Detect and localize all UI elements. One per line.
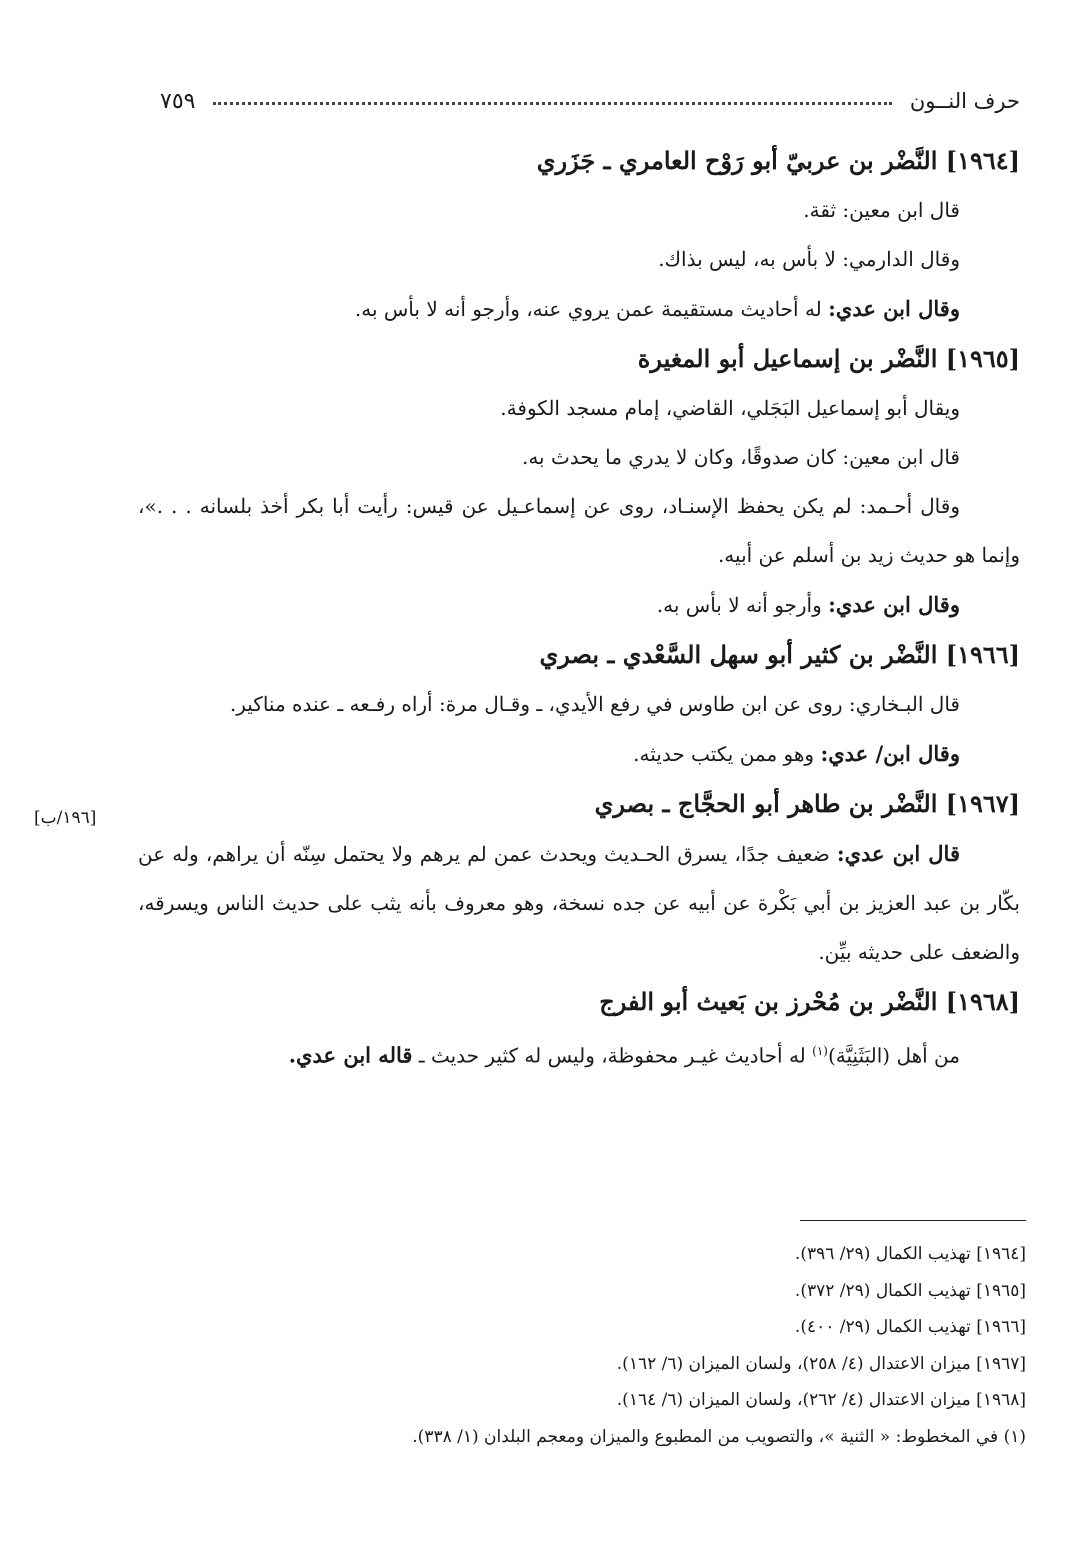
paragraph-text: قال ابن معين: كان صدوقًا، وكان لا يدري ما يحدث به. bbox=[521, 445, 960, 469]
entry-paragraph bbox=[138, 1027, 1020, 1081]
paragraph-lead: قاله ابن عدي. bbox=[288, 1042, 413, 1068]
footnote: [١٩٦٧] ميزان الاعتدال (٤/ ٢٥٨)، ولسان الميزان (٦/ ١٦٢). bbox=[616, 1353, 1026, 1374]
entry-title: [١٩٦٦] النَّضْر بن كثير أبو سهل السَّعْدي ـ بصري bbox=[539, 640, 1020, 669]
paragraph-text: وهو ممن يكتب حديثه. bbox=[633, 742, 821, 766]
entry-paragraph bbox=[138, 433, 1020, 482]
paragraph-lead: وقال ابن عدي: bbox=[828, 296, 960, 321]
entry-paragraph bbox=[138, 284, 1020, 334]
entry-title: [١٩٦٧] النَّضْر بن طاهر أبو الحجَّاج ـ بصري bbox=[594, 789, 1020, 818]
entry-paragraph bbox=[138, 482, 1020, 580]
entry-paragraph bbox=[138, 729, 1020, 779]
entry-title: [١٩٦٨] النَّضْر بن مُحْرز بن بَعيث أبو الفرج bbox=[599, 987, 1020, 1016]
entry-paragraph bbox=[138, 829, 1020, 977]
footnote: (١) في المخطوط: « الثنية »، والتصويب من المطبوع والميزان ومعجم البلدان (١/ ٣٣٨). bbox=[412, 1426, 1026, 1447]
paragraph-text: وقال أحـمد: لم يكن يحفظ الإسنـاد، روى عن إسماعـيل عن قيس: رأيت أبا بكر أخذ بلسانه . . .»، وإنما هو حديث زيد بن أسلم عن أبيه. bbox=[138, 494, 1020, 567]
paragraph-lead: قال ابن عدي: bbox=[836, 841, 960, 866]
running-header bbox=[160, 84, 1020, 118]
footnote: [١٩٦٨] ميزان الاعتدال (٤/ ٢٦٢)، ولسان الميزان (٦/ ١٦٤). bbox=[616, 1390, 1026, 1410]
entry-title: [١٩٦٤] النَّضْر بن عربيّ أبو رَوْح العامري ـ جَزَري bbox=[536, 146, 1020, 175]
paragraph-text: وأرجو أنه لا بأس به. bbox=[656, 593, 829, 617]
page-number: ٧٥٩ bbox=[160, 88, 196, 114]
footnote: [١٩٦٥] تهذيب الكمال (٢٩/ ٣٧٢). bbox=[794, 1280, 1026, 1301]
entry-paragraph bbox=[138, 186, 1020, 235]
main-text bbox=[138, 136, 1020, 1081]
footnotes bbox=[200, 1236, 1026, 1455]
paragraph-text: ضعيف جدًا، يسرق الحـديث ويحدث عمن لم يرهم ولا يحتمل سِنّه أن يراهم، وله عن بكّار بن عبد العزيز بن أبي بَكْرة عن أبيه عن جده نسخة، وهو معروف بأنه يثب على حديث الناس ويسرقه، والضعف على حديثه بيِّن. bbox=[138, 842, 1020, 964]
header-title: حرف النــون bbox=[909, 89, 1020, 113]
paragraph-text: وقال الدارمي: لا بأس به، ليس بذاك. bbox=[658, 247, 960, 271]
entry-title: [١٩٦٥] النَّضْر بن إسماعيل أبو المغيرة bbox=[637, 344, 1020, 373]
footnote-rule bbox=[800, 1220, 1026, 1221]
paragraph-text: من أهل (البَثَنِيَّة) bbox=[827, 1043, 960, 1068]
margin-note: [١٩٦/ب] bbox=[34, 808, 97, 828]
paragraph-lead: وقال ابن عدي: bbox=[828, 592, 960, 617]
footnote: [١٩٦٦] تهذيب الكمال (٢٩/ ٤٠٠). bbox=[794, 1317, 1026, 1337]
paragraph-text: قال البـخاري: روى عن ابن طاوس في رفع الأيدي، ـ وقـال مرة: أراه رفـعه ـ عنده مناكير. bbox=[229, 692, 960, 716]
paragraph-text: له أحاديث مستقيمة عمن يروي عنه، وأرجو أنه لا بأس به. bbox=[354, 297, 829, 321]
paragraph-text: له أحاديث غيـر محفوظة، وليس له كثير حديث ـ bbox=[412, 1043, 813, 1068]
entry-paragraph bbox=[138, 580, 1020, 630]
entry-paragraph bbox=[138, 680, 1020, 729]
paragraph-text: قال ابن معين: ثقة. bbox=[803, 198, 960, 222]
footnote: [١٩٦٤] تهذيب الكمال (٢٩/ ٣٩٦). bbox=[794, 1244, 1026, 1264]
entry-paragraph bbox=[138, 235, 1020, 284]
header-dotted-rule bbox=[213, 102, 891, 105]
paragraph-text: ويقال أبو إسماعيل البَجَلي، القاضي، إمام مسجد الكوفة. bbox=[500, 396, 960, 420]
paragraph-lead: وقال ابن/ عدي: bbox=[820, 741, 960, 766]
entry-paragraph bbox=[138, 384, 1020, 433]
footnote-marker: (١) bbox=[812, 1044, 828, 1058]
